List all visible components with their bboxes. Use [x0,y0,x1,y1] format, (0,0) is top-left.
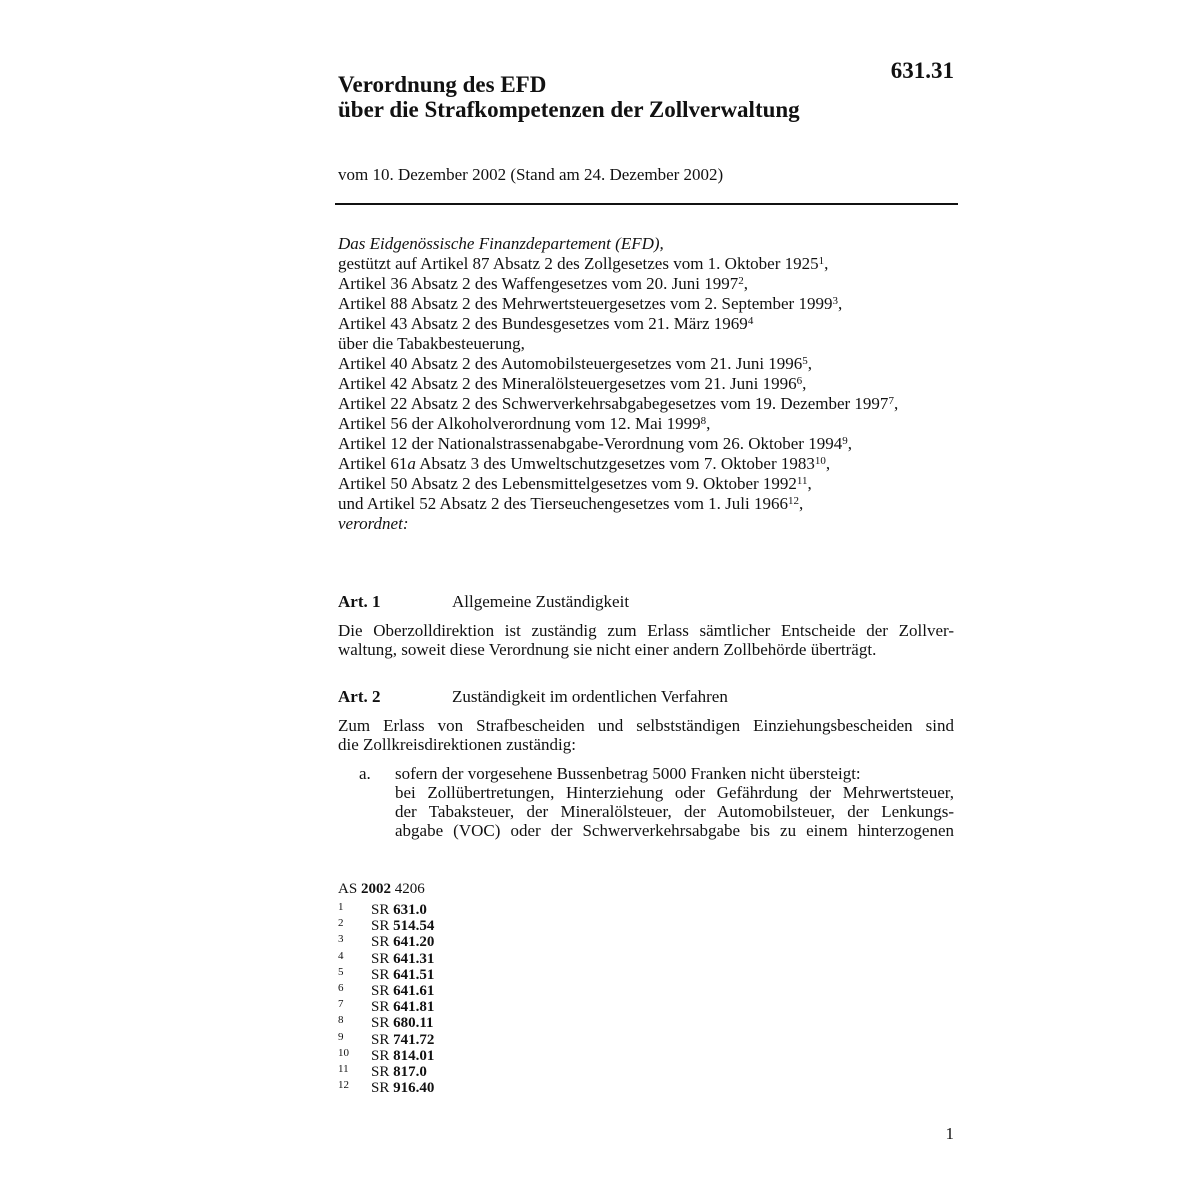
basis-text: Artikel 88 Absatz 2 des Mehrwertsteuergesetzes vom 2. September 1999 [338,294,833,313]
footnote-number: 7 [338,998,344,1011]
footnote-text [371,983,434,999]
footnote-sr-ref: 641.81 [393,999,435,1016]
article-number: Art. 1 [338,592,381,611]
title-line-2: über die Strafkompetenzen der Zollverwaltung [338,97,800,122]
as-prefix: AS [338,881,361,897]
basis-text: Artikel 43 Absatz 2 des Bundesgesetzes vom 21. März 1969 [338,314,748,333]
footnote-ref: 3 [832,295,838,307]
list-item [338,764,954,840]
footnote-prefix: SR [371,1015,394,1032]
basis-text: Artikel 40 Absatz 2 des Automobilsteuergesetzes vom 21. Juni 1996 [338,354,803,373]
official-collection-ref [338,881,425,898]
preamble-basis-line [338,374,898,394]
article-1 [338,592,954,659]
footnote-text [371,1080,434,1096]
footnote-number: 9 [338,1030,344,1043]
footnote-sr-ref: 641.20 [393,934,435,951]
footnote-number: 10 [338,1046,349,1059]
footnote-text [371,1064,427,1080]
article-title: Allgemeine Zuständigkeit [452,592,630,611]
preamble-authority: Das Eidgenössische Finanzdepartement (EFD), [338,234,664,253]
footnote-ref: 7 [888,395,894,407]
preamble-basis-line [338,274,898,294]
footnote-number: 3 [338,933,344,946]
article-2 [338,687,954,840]
header-divider [335,203,958,205]
footnote-prefix: SR [371,902,394,918]
basis-suffix: , [798,494,804,513]
footnote-prefix: SR [371,934,394,951]
basis-suffix: , [847,434,852,453]
page-number: 1 [945,1124,954,1143]
article-heading [338,592,954,612]
footnote-sr-ref: 641.51 [393,966,435,983]
basis-text: gestützt auf Artikel 87 Absatz 2 des Zollgesetzes vom 1. Oktober 1925 [338,254,819,273]
footnote-text [371,934,434,950]
preamble-basis-line [338,334,898,354]
preamble-basis-line [338,414,898,434]
basis-suffix: , [706,414,711,433]
footnote-prefix: SR [371,999,394,1016]
footnote-text [371,918,434,934]
footnote-number: 2 [338,917,344,930]
basis-text: Absatz 3 des Umweltschutzgesetzes vom 7. Oktober 1983 [415,454,815,473]
basis-text: und Artikel 52 Absatz 2 des Tierseuchengesetzes vom 1. Juli 1966 [338,494,788,513]
as-year: 2002 [360,881,391,897]
footnote-prefix: SR [371,982,394,999]
basis-text: Artikel 22 Absatz 2 des Schwerverkehrsabgabegesetzes vom 19. Dezember 1997 [338,394,889,413]
article-paragraph-line: Zum Erlass von Strafbescheiden und selbstständigen Einziehungsbescheiden sind [338,716,954,735]
basis-text: Artikel 42 Absatz 2 des Mineralölsteuergesetzes vom 21. Juni 1996 [338,374,797,393]
basis-suffix: , [825,454,831,473]
footnote-ref: 1 [818,255,825,267]
list-item-line: sofern der vorgesehene Bussenbetrag 5000 Franken nicht übersteigt: [395,764,861,783]
footnote-number: 6 [338,981,344,994]
footnote-prefix: SR [371,1047,394,1064]
footnote-sr-ref: 641.31 [393,950,435,967]
footnote-text [371,999,434,1015]
basis-suffix: , [824,254,829,273]
basis-suffix: , [893,394,899,413]
article-paragraph-line: Die Oberzolldirektion ist zuständig zum Erlass sämtlicher Entscheide der Zollver- [338,621,954,640]
basis-suffix: , [802,374,807,393]
footnote-prefix: SR [371,1031,394,1048]
footnote-ref: 11 [796,475,808,487]
preamble-basis-line [338,434,898,454]
footnote-number: 5 [338,965,344,978]
footnote-text [371,967,434,983]
footnote-text [371,1032,434,1048]
title-line-1: Verordnung des EFD [338,72,547,97]
basis-text: über die Tabakbesteuerung, [338,334,525,353]
sr-number: 631.31 [890,58,954,83]
preamble-basis-line [338,474,898,494]
footnote-number: 11 [338,1062,349,1075]
footnote-sr-ref: 641.61 [393,982,435,999]
footnote-prefix: SR [371,1063,394,1080]
basis-text: Artikel 50 Absatz 2 des Lebensmittelgesetzes vom 9. Oktober 1992 [338,474,797,493]
footnote-sr-ref: 814.01 [393,1047,435,1064]
basis-text-italic: a [407,454,416,473]
basis-text: Artikel 12 der Nationalstrassenabgabe-Verordnung vom 26. Oktober 1994 [338,434,843,453]
footnote-prefix: SR [371,950,394,967]
footnote-prefix: SR [371,966,394,983]
list-item-line: der Tabaksteuer, der Mineralölsteuer, der Automobilsteuer, der Lenkungs- [395,802,954,821]
article-paragraph-line: die Zollkreisdirektionen zuständig: [338,735,576,754]
footnote-number: 4 [338,949,344,962]
list-item-line: abgabe (VOC) oder der Schwerverkehrsabgabe bis zu einem hinterzogenen [395,821,954,840]
preamble-basis-line [338,494,898,514]
footnote-prefix: SR [371,918,394,935]
footnote-number: 1 [338,901,344,913]
article-number: Art. 2 [338,687,381,706]
preamble-basis-line [338,254,898,274]
footnote-ref: 10 [814,455,826,467]
footnote-sr-ref: 741.72 [393,1031,435,1048]
list-item-line: bei Zollübertretungen, Hinterziehung oder Gefährdung der Mehrwertsteuer, [395,783,954,802]
footnote-ref: 5 [802,355,808,367]
article-heading [338,687,954,707]
footnote-sr-ref: 514.54 [393,918,435,935]
basis-text: Artikel 61 [338,454,408,473]
footnote-text [371,902,427,918]
preamble [338,234,898,534]
footnote-ref: 2 [738,275,744,287]
footnote-sr-ref: 916.40 [393,1080,435,1097]
date-line: vom 10. Dezember 2002 (Stand am 24. Dezember 2002) [338,165,724,184]
footnote-ref: 6 [796,375,803,387]
basis-suffix: , [743,274,749,293]
footnote-text [371,1015,434,1031]
footnote-number: 12 [338,1079,349,1092]
basis-text: Artikel 56 der Alkoholverordnung vom 12. Mai 1999 [338,414,701,433]
footnote-number: 8 [338,1014,344,1027]
basis-suffix: , [807,354,813,373]
footnote-text [371,951,434,967]
footnote-ref: 8 [700,415,707,427]
footnote-ref: 4 [747,315,754,327]
footnote-ref: 12 [787,495,799,507]
basis-suffix: , [807,474,812,493]
preamble-basis-line [338,314,898,334]
preamble-basis-line [338,294,898,314]
basis-text: Artikel 36 Absatz 2 des Waffengesetzes vom 20. Juni 1997 [338,274,739,293]
footnote-prefix: SR [371,1080,394,1097]
as-page: 4206 [390,881,425,897]
preamble-basis-line [338,454,898,474]
preamble-closing: verordnet: [338,514,409,533]
footnote-sr-ref: 817.0 [393,1063,427,1080]
list-item-letter: a. [359,764,371,783]
footnote-text [371,1048,434,1064]
footnote-sr-ref: 631.0 [393,902,427,918]
footnote-sr-ref: 680.11 [393,1015,434,1032]
article-paragraph-line: waltung, soweit diese Verordnung sie nicht einer andern Zollbehörde überträgt. [338,640,877,659]
footnote-ref: 9 [842,435,848,447]
document-title [338,72,800,122]
article-title: Zuständigkeit im ordentlichen Verfahren [452,687,728,706]
basis-suffix: , [837,294,843,313]
preamble-basis-line [338,354,898,374]
preamble-basis-line [338,394,898,414]
